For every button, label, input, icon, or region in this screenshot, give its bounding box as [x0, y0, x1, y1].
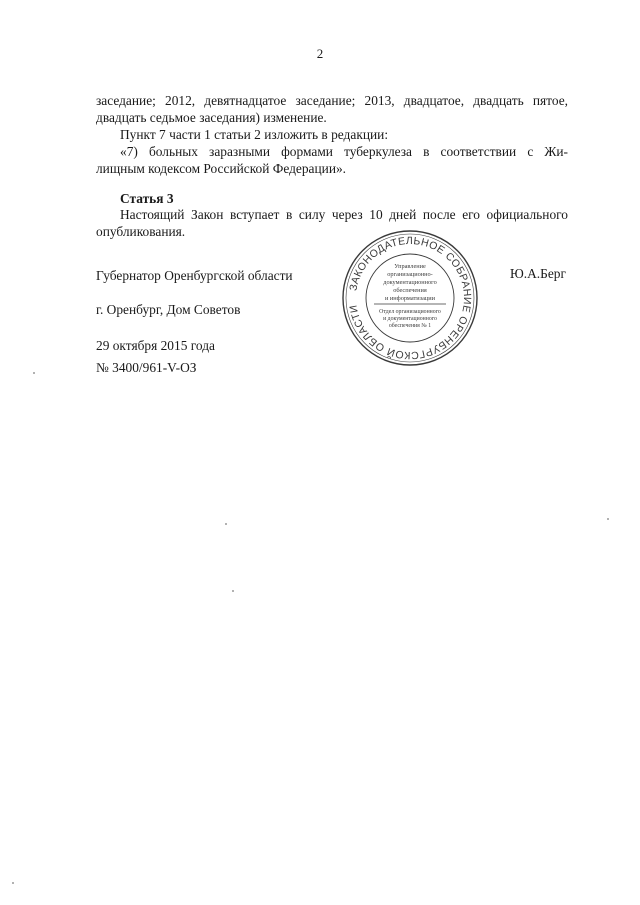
seal-line-5: и информатизации	[384, 295, 436, 302]
seal-line-3: документационного	[383, 279, 437, 286]
signatory-name: Ю.А.Берг	[510, 266, 566, 281]
paragraph-2: Пункт 7 части 1 статьи 2 изложить в редакции:	[120, 127, 389, 142]
paragraph-1-line-2: двадцать седьмое заседания) изменение.	[96, 110, 327, 125]
scan-speck	[232, 590, 234, 592]
signatory-position: Губернатор Оренбургской области	[96, 268, 293, 283]
paragraph-3-line-1: «7) больных заразными формами туберкулеза в соответствии с Жи-	[120, 144, 568, 159]
page-number: 2	[316, 46, 324, 61]
official-seal	[340, 228, 480, 368]
law-number: № 3400/961-V-ОЗ	[96, 360, 197, 375]
seal-ring-text: ЗАКОНОДАТЕЛЬНОЕ СОБРАНИЕ ОРЕНБУРГСКОЙ ОБЛАСТИ	[347, 234, 474, 362]
scan-speck	[225, 523, 227, 525]
signing-date: 29 октября 2015 года	[96, 338, 215, 353]
seal-line-4: обеспечения	[393, 287, 427, 294]
seal-line-8: обеспечения № 1	[388, 323, 432, 329]
article-text-line-2: опубликования.	[96, 224, 186, 239]
signing-place: г. Оренбург, Дом Советов	[96, 302, 241, 317]
seal-line-7: и документационного	[383, 316, 437, 322]
paragraph-1-line-1: заседание; 2012, девятнадцатое заседание; 2013, двадцатое, двадцать пятое,	[96, 93, 568, 108]
article-heading: Статья 3	[120, 191, 174, 206]
paragraph-3-line-2: лищным кодексом Российской Федерации».	[96, 161, 347, 176]
seal-line-1: Управление	[394, 263, 426, 270]
scan-speck	[33, 372, 35, 374]
scan-speck	[607, 518, 609, 520]
seal-line-6: Отдел организационного	[379, 309, 441, 315]
article-text-line-1: Настоящий Закон вступает в силу через 10 дней после его официального	[120, 207, 568, 222]
seal-line-2: организационно-	[387, 271, 433, 278]
scan-speck	[12, 882, 14, 884]
